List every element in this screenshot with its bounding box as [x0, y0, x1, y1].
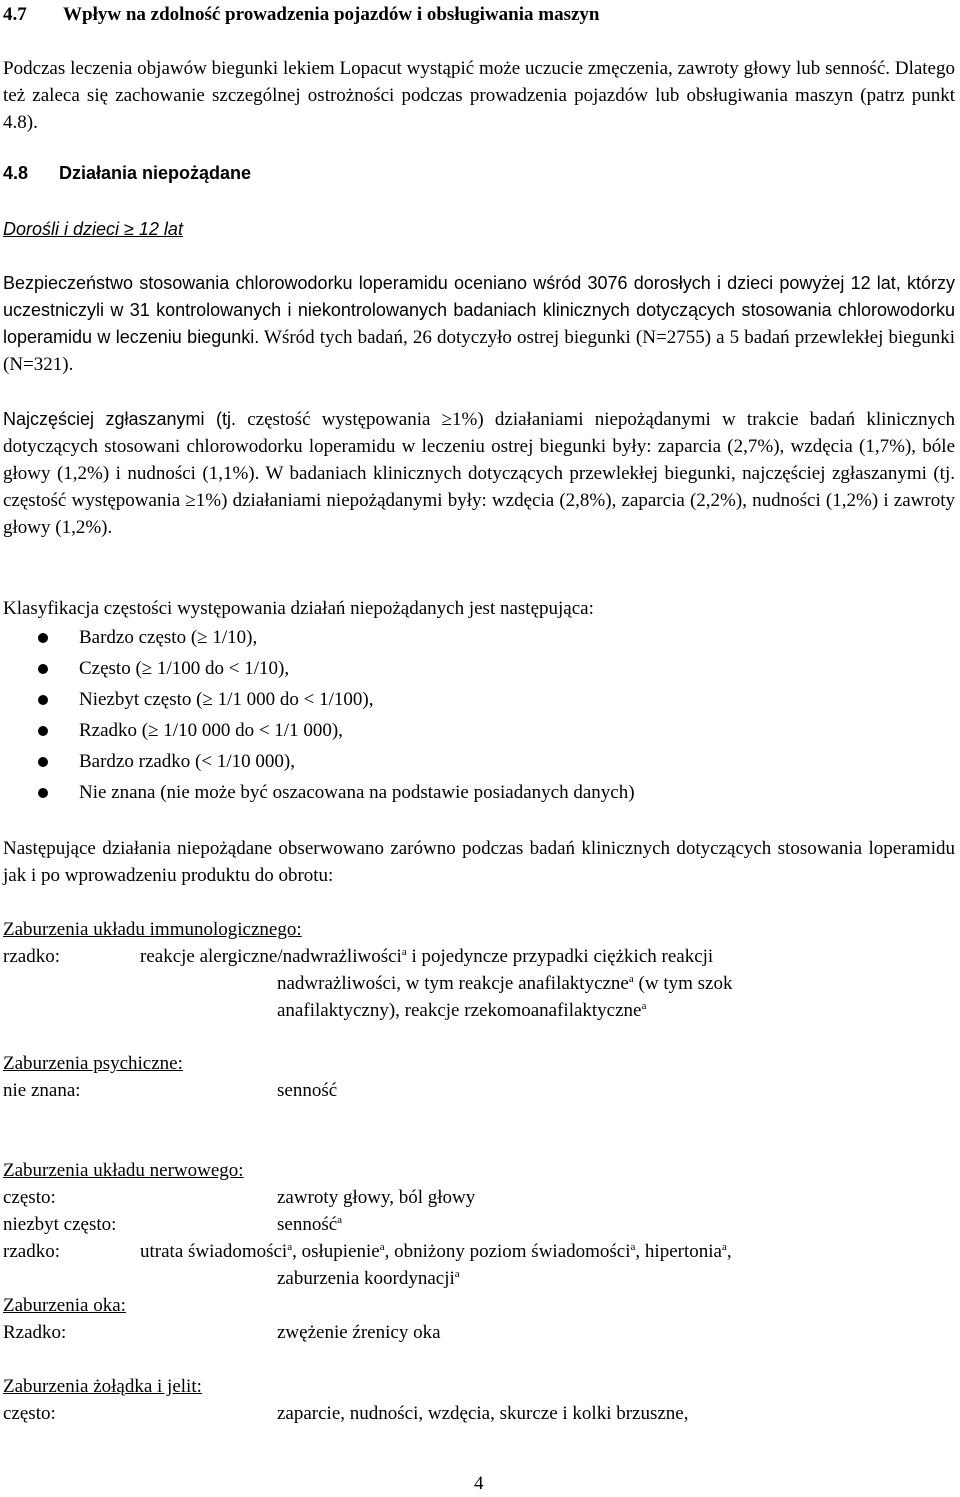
population-subheading: Dorośli i dzieci ≥ 12 lat — [3, 219, 183, 239]
section-title: Działania niepożądane — [59, 163, 252, 183]
eye-label: Rzadko: — [3, 1322, 67, 1343]
bullet-icon — [38, 726, 48, 736]
frequency-list — [3, 624, 635, 810]
psych-label: nie znana: — [3, 1080, 81, 1101]
nervous-uncommon-value: senność$^a$ — [277, 1214, 343, 1235]
list-item: Rzadko (≥ 1/10 000 do < 1/1 000), — [3, 717, 635, 748]
immune-value-line1: reakcje alergiczne/nadwrażliwości$^a$ i pojedyncze przypadki ciężkich reakcji — [140, 946, 714, 967]
section-title: Wpływ na zdolność prowadzenia pojazdów i obsługiwania maszyn — [63, 4, 600, 25]
psych-value: senność — [277, 1080, 338, 1101]
eye-value: zwężenie źrenicy oka — [277, 1322, 441, 1343]
safety-text-serif: Wśród tych badań, 26 dotyczyło ostrej biegunki (N=2755) a 5 badań przewlekłej biegunki (N=321). — [3, 327, 955, 375]
section-4-7-body: Podczas leczenia objawów biegunki lekiem Lopacut wystąpić może uczucie zmęczenia, zawroty głowy lub senność. Dlatego też zaleca się zachowanie szczególnej ostrożności podczas prowadzenia pojazdów lub obsługiwania maszyn (patrz punkt 4.8). — [3, 58, 955, 133]
nervous-rare-label: rzadko: — [3, 1241, 60, 1262]
bullet-icon — [38, 695, 48, 705]
list-item: Niezbyt często (≥ 1/1 000 do < 1/100), — [3, 686, 635, 717]
section-4-7-heading — [3, 1, 599, 28]
nervous-rare-value-line2: zaburzenia koordynacji$^a$ — [277, 1268, 460, 1289]
eye-heading: Zaburzenia oka: — [3, 1295, 126, 1316]
list-item: Bardzo często (≥ 1/10), — [3, 624, 635, 655]
safety-paragraph — [3, 270, 955, 378]
bullet-icon — [38, 664, 48, 674]
bullet-icon — [38, 757, 48, 767]
frequent-lead: Najczęściej zgłaszanymi (tj. — [3, 409, 236, 429]
frequent-rest: częstość występowania ≥1%) działaniami niepożądanymi w trakcie badań klinicznych dotyczących stosowani chlorowodorku loperamidu w leczeniu ostrej biegunki były: zaparcia (2,7%), wzdęcia (1,7%), bóle głowy (1,2%) i nudności (1,1%). W badaniach klinicznych dotyczących przewlekłej biegunki, najczęściej zgłaszanymi (tj. częstość występowania ≥1%) działaniami niepożądanymi były: wzdęcia (2,8%), zaparcia (2,2%), nudności (1,2%) i zawroty głowy (1,2%). — [3, 409, 956, 538]
frequent-adverse-paragraph — [3, 406, 955, 541]
section-number: 4.7 — [3, 4, 27, 25]
immune-value-line3: anafilaktyczny), reakcje rzekomoanafilaktyczne$^a$ — [277, 1000, 647, 1021]
gi-value: zaparcie, nudności, wzdęcia, skurcze i kolki brzuszne, — [277, 1403, 689, 1424]
safety-text-sans: Bezpieczeństwo stosowania chlorowodorku loperamidu oceniano wśród 3076 dorosłych i dzieci powyżej 12 lat, którzy uczestniczyli w 31 kontrolowanych i niekontrolowanych badaniach klinicznych dotyczących stosowania chlorowodorku loperamidu w leczeniu biegunki. — [3, 273, 955, 347]
page-number: 4 — [474, 1473, 484, 1494]
nervous-uncommon-label: niezbyt często: — [3, 1214, 117, 1235]
section-number: 4.8 — [3, 163, 29, 183]
nervous-heading: Zaburzenia układu nerwowego: — [3, 1160, 244, 1181]
gi-heading: Zaburzenia żołądka i jelit: — [3, 1376, 202, 1397]
gi-label: często: — [3, 1403, 56, 1424]
psych-heading: Zaburzenia psychiczne: — [3, 1053, 183, 1074]
immune-label: rzadko: — [3, 946, 60, 967]
nervous-rare-value-line1: utrata świadomości$^a$, osłupienie$^a$, obniżony poziom świadomości$^a$, hipertonia$^a$, — [140, 1241, 732, 1262]
list-item: Bardzo rzadko (< 1/10 000), — [3, 748, 635, 779]
section-4-8-heading — [3, 160, 251, 187]
observed-intro: Następujące działania niepożądane obserwowano zarówno podczas badań klinicznych dotyczących stosowania loperamidu jak i po wprowadzeniu produktu do obrotu: — [3, 838, 955, 886]
bullet-icon — [38, 633, 48, 643]
bullet-icon — [38, 788, 48, 798]
immune-heading: Zaburzenia układu immunologicznego: — [3, 919, 302, 940]
nervous-often-value: zawroty głowy, ból głowy — [277, 1187, 476, 1208]
immune-value-line2: nadwrażliwości, w tym reakcje anafilaktyczne$^a$ (w tym szok — [277, 973, 733, 994]
classification-intro: Klasyfikacja częstości występowania działań niepożądanych jest następująca: — [3, 598, 594, 619]
list-item: Nie znana (nie może być oszacowana na podstawie posiadanych danych) — [3, 779, 635, 810]
nervous-often-label: często: — [3, 1187, 56, 1208]
list-item: Często (≥ 1/100 do < 1/10), — [3, 655, 635, 686]
